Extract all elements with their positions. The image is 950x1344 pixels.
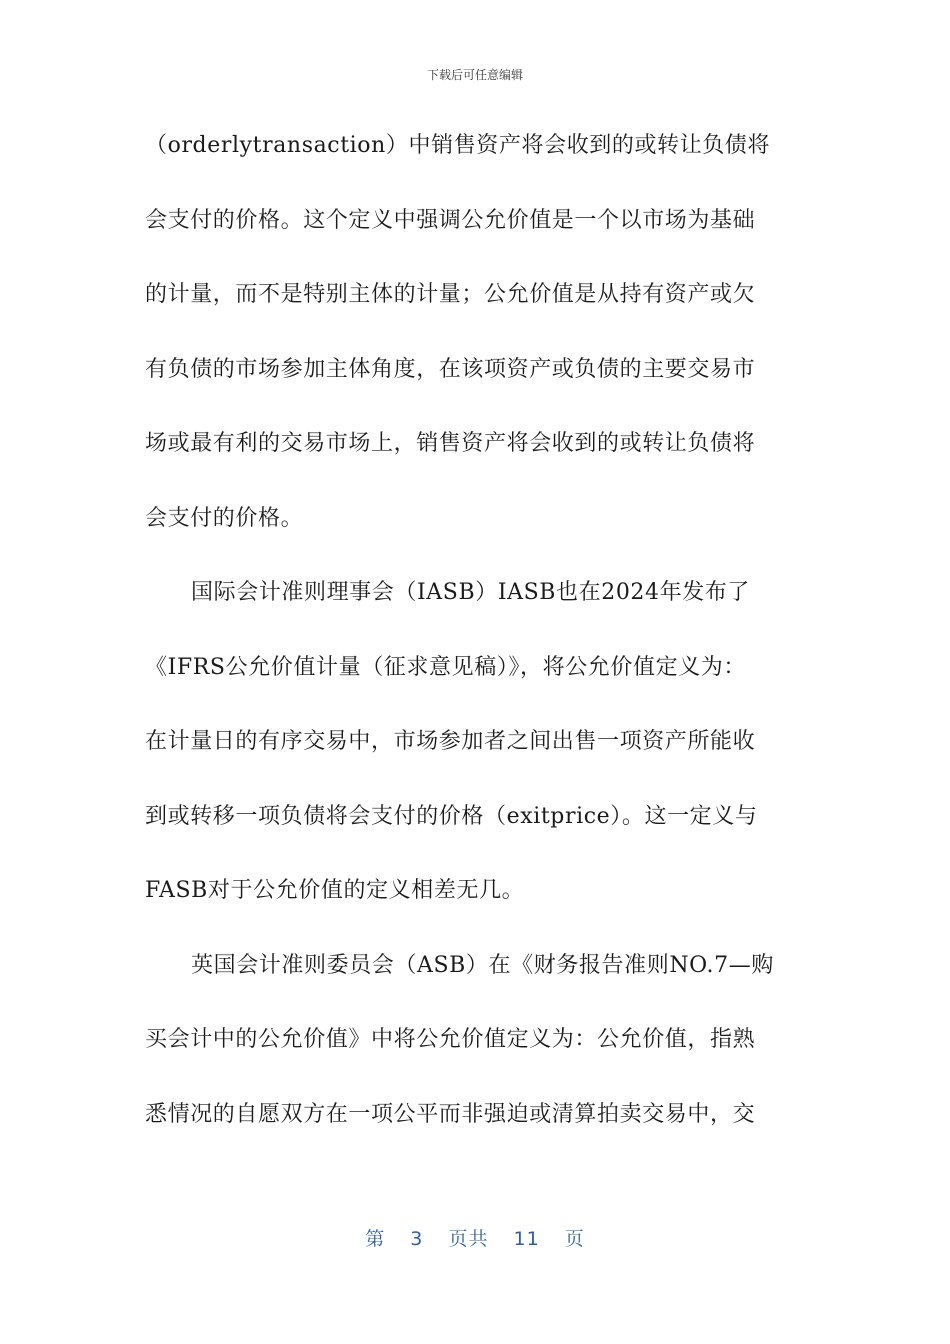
text-line: FASB对于公允价值的定义相差无几。: [145, 878, 525, 903]
text-line: 会支付的价格。: [145, 505, 304, 531]
current-page-number: 3: [410, 1228, 424, 1250]
text-line: 在计量日的有序交易中，市场参加者之间出售一项资产所能收: [145, 729, 756, 754]
text-line: 场或最有利的交易市场上，销售资产将会收到的或转让负债将: [145, 431, 756, 456]
paragraph-start-line: 英国会计准则委员会（ASB）在《财务报告准则NO.7—购: [191, 952, 774, 978]
text-line: 会支付的价格。这个定义中强调公允价值是一个以市场为基础: [145, 207, 756, 233]
footer-middle: 页共: [448, 1228, 489, 1250]
text-line: 有负债的市场参加主体角度，在该项资产或负债的主要交易市: [145, 356, 756, 382]
footer-suffix: 页: [564, 1228, 585, 1250]
document-body: [145, 112, 810, 1155]
total-pages-number: 11: [513, 1228, 540, 1250]
page-footer: [0, 1224, 950, 1251]
text-line: 到或转移一项负债将会支付的价格（exitprice）。这一定义与: [145, 803, 758, 829]
text-line: 买会计中的公允价值》中将公允价值定义为：公允价值，指熟: [145, 1027, 756, 1052]
text-line: 悉情况的自愿双方在一项公平而非强迫或清算拍卖交易中，交: [145, 1101, 756, 1127]
paragraph-start-line: 国际会计准则理事会（IASB）IASB也在2024年发布了: [191, 580, 751, 605]
text-line: 《IFRS公允价值计量（征求意见稿）》，将公允价值定义为：: [145, 654, 746, 680]
text-line: （orderlytransaction）中销售资产将会收到的或转让负债将: [145, 133, 771, 158]
page-header: 下载后可任意编辑: [426, 68, 523, 82]
text-line: 的计量，而不是特别主体的计量；公允价值是从持有资产或欠: [145, 282, 756, 307]
footer-prefix: 第: [365, 1228, 386, 1250]
